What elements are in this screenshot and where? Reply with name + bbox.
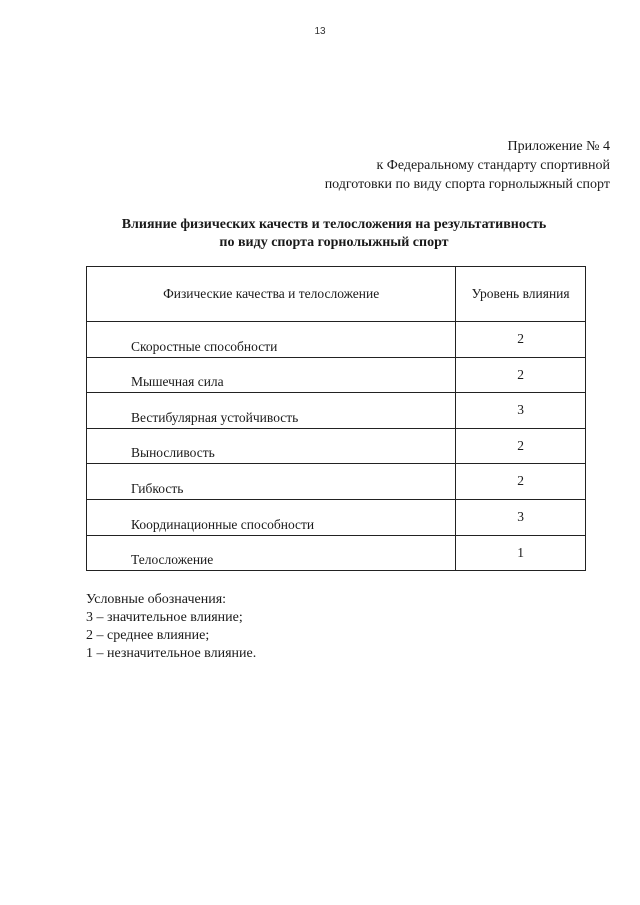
quality-cell: Гибкость xyxy=(87,464,456,500)
table-row xyxy=(87,322,586,358)
quality-cell: Мышечная сила xyxy=(87,357,456,393)
legend-item: 2 – среднее влияние; xyxy=(86,628,210,643)
appendix-line-1: Приложение № 4 xyxy=(507,139,610,154)
legend-item: 3 – значительное влияние; xyxy=(86,610,243,625)
document-title xyxy=(60,216,608,252)
quality-influence-table xyxy=(86,266,586,571)
appendix-line-2: к Федеральному стандарту спортивной xyxy=(376,158,610,173)
page-number: 13 xyxy=(314,26,326,37)
quality-cell: Выносливость xyxy=(87,428,456,464)
legend-title: Условные обозначения: xyxy=(86,592,227,607)
level-cell: 1 xyxy=(456,535,586,571)
table-row xyxy=(87,357,586,393)
legend-item: 1 – незначительное влияние. xyxy=(86,646,257,661)
level-cell: 2 xyxy=(456,464,586,500)
level-cell: 3 xyxy=(456,499,586,535)
level-cell: 2 xyxy=(456,357,586,393)
quality-cell: Вестибулярная устойчивость xyxy=(87,393,456,429)
table-row xyxy=(87,428,586,464)
quality-cell: Телосложение xyxy=(87,535,456,571)
table-row xyxy=(87,393,586,429)
table-row xyxy=(87,464,586,500)
document-title-line-1: Влияние физических качеств и телосложения на результативность xyxy=(121,217,547,232)
quality-cell: Координационные способности xyxy=(87,499,456,535)
header-influence-level: Уровень влияния xyxy=(456,267,586,322)
table-header-row xyxy=(87,267,586,322)
header-physical-qualities: Физические качества и телосложение xyxy=(87,267,456,322)
level-cell: 3 xyxy=(456,393,586,429)
table-row xyxy=(87,499,586,535)
level-cell: 2 xyxy=(456,322,586,358)
appendix-line-3: подготовки по виду спорта горнолыжный спорт xyxy=(324,177,610,192)
level-cell: 2 xyxy=(456,428,586,464)
appendix-reference xyxy=(325,137,610,194)
legend xyxy=(86,591,256,663)
table-row xyxy=(87,535,586,571)
quality-cell: Скоростные способности xyxy=(87,322,456,358)
document-title-line-2: по виду спорта горнолыжный спорт xyxy=(219,235,449,250)
